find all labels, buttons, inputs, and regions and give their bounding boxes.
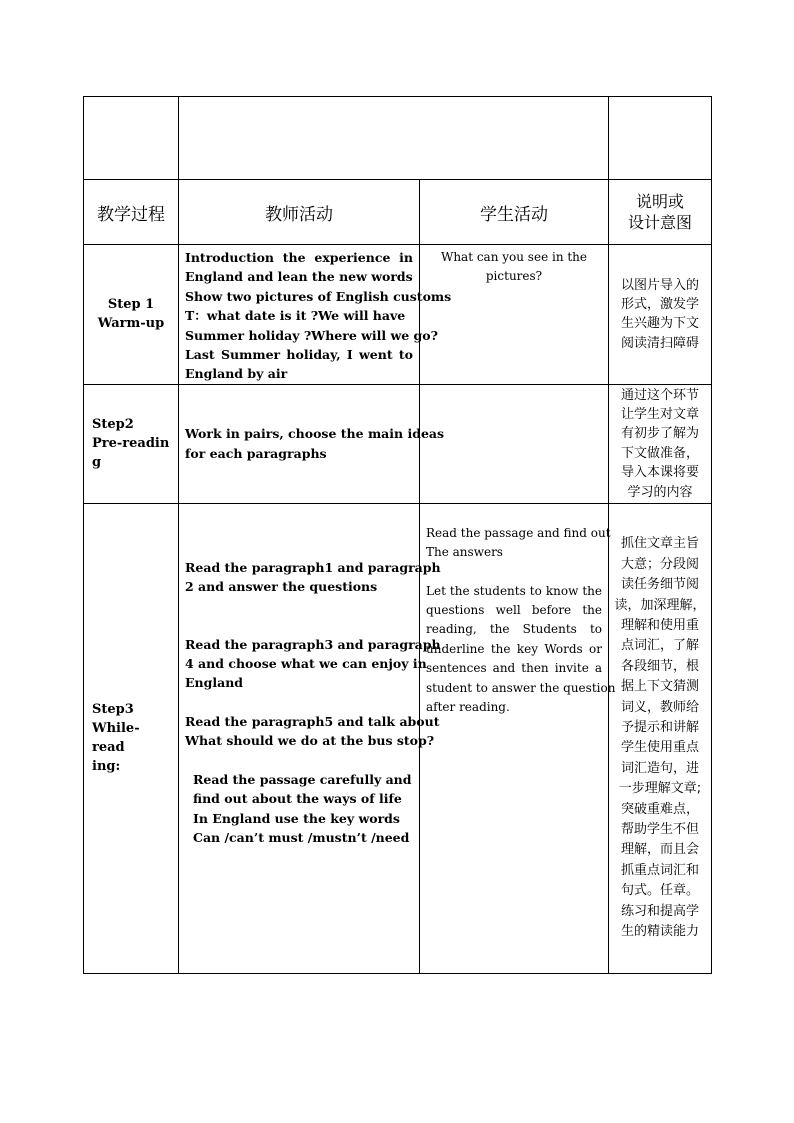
teacher-line: Last Summer holiday, I went to (185, 347, 413, 363)
notes-line: 生兴趣为下文 (620, 316, 699, 332)
notes-line: 词汇造句，进 (620, 760, 699, 776)
student-line: The answers (426, 545, 503, 560)
teacher-line: England and lean the new words (185, 269, 413, 285)
notes-line: 抓住文章主旨 (620, 536, 699, 552)
empty-header-row (84, 97, 712, 180)
step3-label (84, 503, 179, 973)
student-line: after reading. (426, 700, 510, 715)
empty-cell (84, 97, 179, 180)
notes-line: 予提示和讲解 (620, 719, 699, 735)
student-line: reading, the Students to (426, 622, 602, 637)
notes-line: 通过这个环节 (620, 387, 699, 403)
notes-line: 突破重难点， (620, 801, 699, 817)
notes-line: 学生使用重点 (620, 740, 699, 756)
notes-line: 导入本课将要 (620, 465, 699, 481)
header-notes (609, 180, 712, 245)
step1-notes (609, 245, 712, 385)
notes-line: 下文做准备， (620, 445, 699, 461)
step2-student-activity (420, 384, 609, 503)
notes-line: 形式，激发学 (620, 297, 699, 313)
teacher-line: 4 and choose what we can enjoy in (185, 656, 427, 672)
header-student: 学生活动 (420, 180, 609, 245)
teacher-line: Read the paragraph1 and paragraph (185, 559, 441, 575)
step3-teacher-activity (179, 503, 441, 973)
step2-label-line3: g (92, 455, 102, 471)
lesson-plan-table (83, 96, 712, 974)
spacer (185, 616, 413, 635)
notes-line: 阅读清扫障碍 (620, 335, 699, 351)
step1-label-line1: Step 1 (107, 297, 155, 313)
notes-line: 学习的内容 (627, 484, 693, 500)
notes-line: 句式。任章。 (620, 883, 699, 899)
student-line: Read the passage and find out (426, 525, 611, 540)
step3-label-line1: Step3 (92, 702, 134, 718)
teacher-line: Introduction the experience in (185, 250, 413, 265)
step2-teacher-activity (179, 384, 445, 503)
notes-line: 点词汇，了解 (620, 638, 699, 654)
step1-student-activity (420, 245, 609, 385)
notes-line: 词义，教师给 (620, 699, 699, 715)
spacer (185, 693, 413, 712)
step2-label-line1: Step2 (92, 417, 134, 433)
step3-student-activity (420, 503, 616, 973)
teacher-line: In England use the key words (193, 810, 400, 826)
step3-row (84, 503, 712, 973)
notes-line: 以图片导入的 (620, 277, 699, 293)
notes-line: 抓重点词汇和 (620, 862, 699, 878)
empty-cell (609, 97, 712, 180)
header-row (84, 180, 712, 245)
notes-line: 理解，而且会 (620, 842, 699, 858)
notes-line: 生的精读能力 (620, 924, 699, 939)
student-line: pictures? (485, 269, 543, 284)
student-line: What can you see in the (440, 250, 588, 264)
empty-cell (179, 97, 609, 180)
student-line: Let the students to know the (426, 583, 602, 598)
teacher-line: T：what date is it ?We will have (185, 308, 406, 324)
teacher-line: England (185, 675, 244, 691)
notes-line: 一步理解文章; (618, 781, 702, 797)
spacer (185, 751, 413, 770)
spacer (185, 597, 413, 616)
teacher-line: for each paragraphs (185, 445, 327, 461)
notes-line: 有初步了解为 (620, 426, 699, 442)
notes-line: 练习和提高学 (620, 903, 699, 919)
step2-notes (609, 384, 712, 503)
teacher-line: find out about the ways of life (193, 791, 402, 807)
student-line: sentences and then invite a (426, 661, 602, 676)
student-line: underline the key Words or (426, 641, 602, 656)
teacher-line: Show two pictures of English customs (185, 288, 452, 304)
step1-label (84, 245, 179, 385)
notes-line: 据上下文猜测 (620, 679, 699, 695)
step1-label-line2: Warm-up (97, 316, 165, 332)
step2-label-line2: Pre-readin (92, 436, 170, 452)
header-process: 教学过程 (84, 180, 179, 245)
header-teacher: 教师活动 (179, 180, 420, 245)
step3-label-line3: ing: (92, 759, 121, 775)
notes-line: 各段细节，根 (620, 658, 699, 674)
teacher-line: 2 and answer the questions (185, 579, 378, 595)
teacher-line: Can /can’t must /mustn’t /need (193, 829, 410, 845)
teacher-line: What should we do at the bus stop? (185, 733, 435, 749)
student-line: questions well before the (426, 603, 602, 618)
notes-line: 理解和使用重 (620, 617, 699, 633)
step1-row (84, 245, 712, 385)
step3-label-line2: While-read (92, 721, 140, 756)
student-line: student to answer the question (426, 680, 616, 695)
spacer (426, 563, 602, 582)
notes-line: 大意；分段阅 (620, 556, 699, 572)
notes-line: 帮助学生不但 (620, 821, 699, 837)
teacher-line: England by air (185, 366, 288, 382)
notes-line: 读任务细节阅 (620, 577, 699, 593)
teacher-line: Read the paragraph5 and talk about (185, 713, 440, 729)
notes-line: 让学生对文章 (620, 407, 699, 423)
notes-line: 读，加深理解， (614, 597, 706, 613)
step1-teacher-activity (179, 245, 452, 385)
step2-row (84, 384, 712, 503)
teacher-line: Read the paragraph3 and paragraph (185, 636, 441, 652)
header-notes-line1: 说明或 (635, 192, 684, 211)
header-notes-line2: 设计意图 (627, 213, 692, 232)
step3-notes (609, 503, 712, 973)
teacher-line: Work in pairs, choose the main ideas (185, 426, 445, 442)
teacher-line: Read the passage carefully and (193, 771, 412, 787)
step2-label (84, 384, 179, 503)
teacher-line: Summer holiday ?Where will we go? (185, 327, 438, 343)
